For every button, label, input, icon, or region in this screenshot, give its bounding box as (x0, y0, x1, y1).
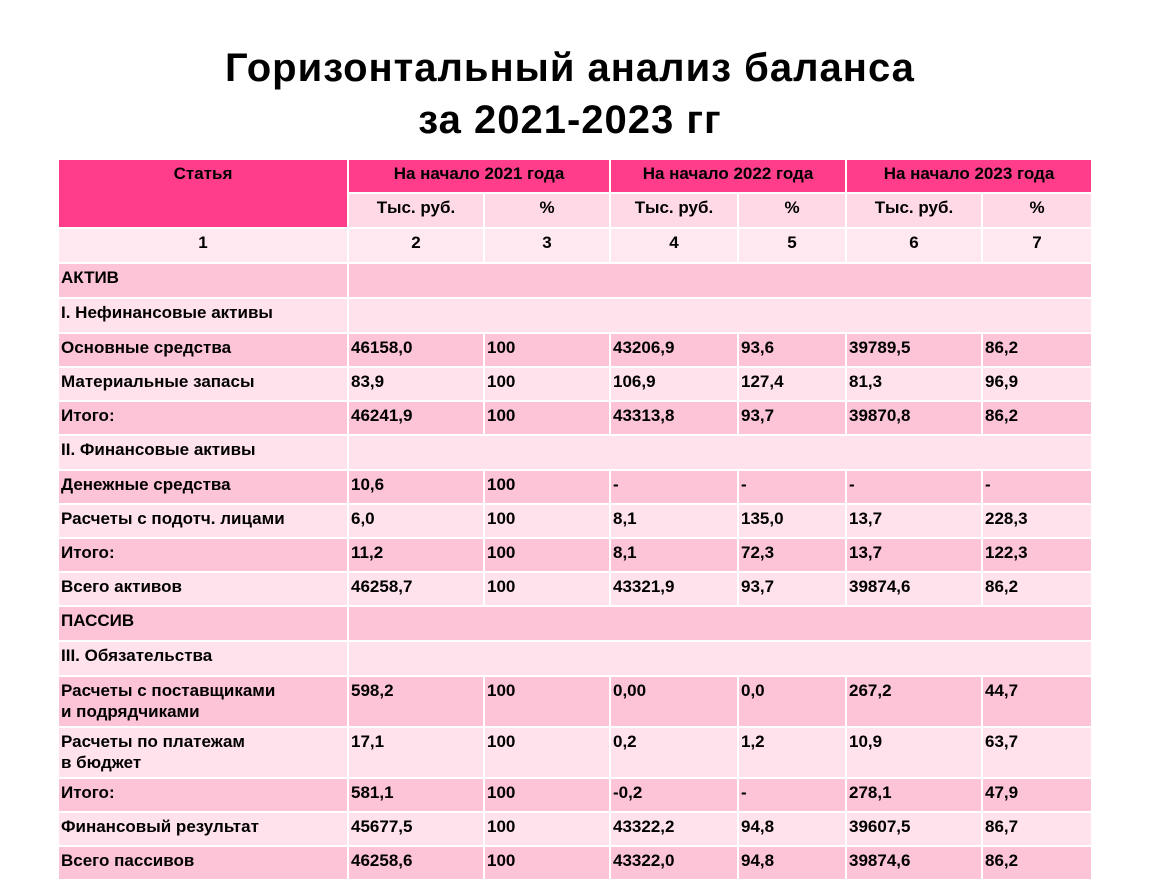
value-2022-percent-cell: 94,8 (738, 812, 846, 846)
value-2021-amount-cell: 11,2 (348, 538, 484, 572)
value-2021-amount-cell: 581,1 (348, 778, 484, 812)
value-2021-percent-cell: 100 (484, 778, 610, 812)
value-2023-percent-cell: 228,3 (982, 504, 1092, 538)
table-row (58, 812, 1092, 846)
value-2022-amount-cell: 0,00 (610, 676, 738, 727)
value-2022-percent-cell: 1,2 (738, 727, 846, 778)
row-label-line: Финансовый результат (61, 817, 259, 836)
table-row (58, 572, 1092, 606)
table-row (58, 401, 1092, 435)
row-label (58, 538, 348, 572)
value-2021-percent-cell: 100 (484, 846, 610, 880)
row-label-line: Материальные запасы (61, 372, 255, 391)
title-line-2: за 2021-2023 гг (418, 98, 722, 142)
value-2022-amount-cell: 43322,0 (610, 846, 738, 880)
row-label (58, 333, 348, 367)
value-2023-percent-cell: 86,2 (982, 572, 1092, 606)
title-line-1: Горизонтальный анализ баланса (225, 46, 915, 90)
row-label-line: Расчеты по платежам (61, 732, 245, 751)
table-row (58, 727, 1092, 778)
value-2022-amount-cell: 0,2 (610, 727, 738, 778)
row-label-line: Денежные средства (61, 475, 231, 494)
value-2021-amount-cell: 45677,5 (348, 812, 484, 846)
balance-table (57, 158, 1093, 881)
value-2021-percent-cell: 100 (484, 727, 610, 778)
unit-header: Тыс. руб. (610, 193, 738, 228)
value-2023-amount-cell: 39789,5 (846, 333, 982, 367)
row-label-line: Итого: (61, 783, 115, 802)
value-2023-percent-cell: 47,9 (982, 778, 1092, 812)
value-2023-percent-cell: 63,7 (982, 727, 1092, 778)
row-label (58, 676, 348, 727)
value-2021-amount-cell: 46258,7 (348, 572, 484, 606)
row-label (58, 504, 348, 538)
column-number: 1 (58, 228, 348, 263)
page-title (0, 42, 1140, 146)
table-row (58, 778, 1092, 812)
row-label-line: и подрядчиками (61, 702, 200, 721)
value-2022-percent-cell: - (738, 470, 846, 504)
value-2023-amount-cell: 39607,5 (846, 812, 982, 846)
value-2022-percent-cell: 94,8 (738, 846, 846, 880)
value-2021-percent-cell: 100 (484, 367, 610, 401)
value-2021-amount-cell: 598,2 (348, 676, 484, 727)
column-header-period-2021: На начало 2021 года (348, 159, 610, 193)
percent-header: % (484, 193, 610, 228)
value-2023-amount-cell: 13,7 (846, 538, 982, 572)
value-2022-amount-cell: 8,1 (610, 538, 738, 572)
column-number: 4 (610, 228, 738, 263)
value-2023-amount-cell: 278,1 (846, 778, 982, 812)
value-2023-percent-cell: 122,3 (982, 538, 1092, 572)
section-label (58, 298, 348, 333)
value-2022-percent-cell: 0,0 (738, 676, 846, 727)
unit-header: Тыс. руб. (348, 193, 484, 228)
value-2021-amount-cell: 17,1 (348, 727, 484, 778)
column-number: 5 (738, 228, 846, 263)
section-filler (348, 435, 1092, 470)
value-2023-percent-cell: 86,7 (982, 812, 1092, 846)
value-2021-amount-cell: 83,9 (348, 367, 484, 401)
value-2023-amount-cell: 39874,6 (846, 846, 982, 880)
row-label (58, 401, 348, 435)
row-label-line: Расчеты с подотч. лицами (61, 509, 285, 528)
value-2023-amount-cell: 267,2 (846, 676, 982, 727)
section-label (58, 641, 348, 676)
value-2022-amount-cell: 43321,9 (610, 572, 738, 606)
value-2021-amount-cell: 46158,0 (348, 333, 484, 367)
column-header-article: Статья (58, 159, 348, 228)
row-label-line: III. Обязательства (61, 646, 213, 665)
row-label (58, 572, 348, 606)
value-2023-amount-cell: 39870,8 (846, 401, 982, 435)
column-number: 7 (982, 228, 1092, 263)
section-row (58, 298, 1092, 333)
value-2022-amount-cell: -0,2 (610, 778, 738, 812)
row-label (58, 470, 348, 504)
value-2023-percent-cell: 96,9 (982, 367, 1092, 401)
section-row (58, 641, 1092, 676)
row-label (58, 727, 348, 778)
section-filler (348, 263, 1092, 298)
header-row (58, 159, 1092, 193)
unit-header: Тыс. руб. (846, 193, 982, 228)
row-label-line: Итого: (61, 406, 115, 425)
value-2023-amount-cell: 39874,6 (846, 572, 982, 606)
percent-header: % (738, 193, 846, 228)
table-row (58, 367, 1092, 401)
value-2022-percent-cell: 135,0 (738, 504, 846, 538)
value-2023-percent-cell: 86,2 (982, 846, 1092, 880)
value-2021-amount-cell: 46258,6 (348, 846, 484, 880)
section-label (58, 435, 348, 470)
value-2021-percent-cell: 100 (484, 812, 610, 846)
row-label-line: II. Финансовые активы (61, 440, 256, 459)
section-label (58, 263, 348, 298)
row-label (58, 367, 348, 401)
row-label-line: Итого: (61, 543, 115, 562)
value-2021-amount-cell: 6,0 (348, 504, 484, 538)
value-2021-percent-cell: 100 (484, 504, 610, 538)
row-label-line: ПАССИВ (61, 611, 135, 630)
value-2023-percent-cell: 86,2 (982, 333, 1092, 367)
value-2021-amount-cell: 46241,9 (348, 401, 484, 435)
table-row (58, 676, 1092, 727)
section-label (58, 606, 348, 641)
value-2023-percent-cell: 44,7 (982, 676, 1092, 727)
column-header-period-2023: На начало 2023 года (846, 159, 1092, 193)
value-2022-amount-cell: 106,9 (610, 367, 738, 401)
row-label-line: Всего пассивов (61, 851, 195, 870)
value-2022-percent-cell: 93,7 (738, 401, 846, 435)
value-2023-amount-cell: 10,9 (846, 727, 982, 778)
row-label (58, 812, 348, 846)
table-row (58, 333, 1092, 367)
section-filler (348, 298, 1092, 333)
value-2022-percent-cell: 93,6 (738, 333, 846, 367)
value-2023-percent-cell: - (982, 470, 1092, 504)
value-2021-percent-cell: 100 (484, 538, 610, 572)
row-label-line: в бюджет (61, 753, 142, 772)
column-number: 3 (484, 228, 610, 263)
value-2023-amount-cell: - (846, 470, 982, 504)
table-row (58, 538, 1092, 572)
section-row (58, 435, 1092, 470)
value-2021-percent-cell: 100 (484, 401, 610, 435)
value-2022-percent-cell: 127,4 (738, 367, 846, 401)
value-2022-percent-cell: 93,7 (738, 572, 846, 606)
value-2021-percent-cell: 100 (484, 572, 610, 606)
row-label-line: Расчеты с поставщиками (61, 681, 276, 700)
row-label-line: I. Нефинансовые активы (61, 303, 273, 322)
row-label (58, 846, 348, 880)
value-2023-amount-cell: 13,7 (846, 504, 982, 538)
row-label (58, 778, 348, 812)
value-2022-percent-cell: 72,3 (738, 538, 846, 572)
column-header-period-2022: На начало 2022 года (610, 159, 846, 193)
column-number: 2 (348, 228, 484, 263)
value-2022-amount-cell: - (610, 470, 738, 504)
value-2023-amount-cell: 81,3 (846, 367, 982, 401)
section-filler (348, 606, 1092, 641)
column-number-row (58, 228, 1092, 263)
value-2022-amount-cell: 43313,8 (610, 401, 738, 435)
value-2021-amount-cell: 10,6 (348, 470, 484, 504)
row-label-line: Основные средства (61, 338, 232, 357)
table-row (58, 504, 1092, 538)
percent-header: % (982, 193, 1092, 228)
value-2022-amount-cell: 43322,2 (610, 812, 738, 846)
row-label-line: АКТИВ (61, 268, 119, 287)
value-2022-amount-cell: 43206,9 (610, 333, 738, 367)
value-2022-amount-cell: 8,1 (610, 504, 738, 538)
value-2021-percent-cell: 100 (484, 676, 610, 727)
table-row (58, 846, 1092, 880)
column-number: 6 (846, 228, 982, 263)
section-row (58, 263, 1092, 298)
value-2021-percent-cell: 100 (484, 470, 610, 504)
section-row (58, 606, 1092, 641)
value-2022-percent-cell: - (738, 778, 846, 812)
value-2021-percent-cell: 100 (484, 333, 610, 367)
value-2023-percent-cell: 86,2 (982, 401, 1092, 435)
section-filler (348, 641, 1092, 676)
row-label-line: Всего активов (61, 577, 182, 596)
table-row (58, 470, 1092, 504)
